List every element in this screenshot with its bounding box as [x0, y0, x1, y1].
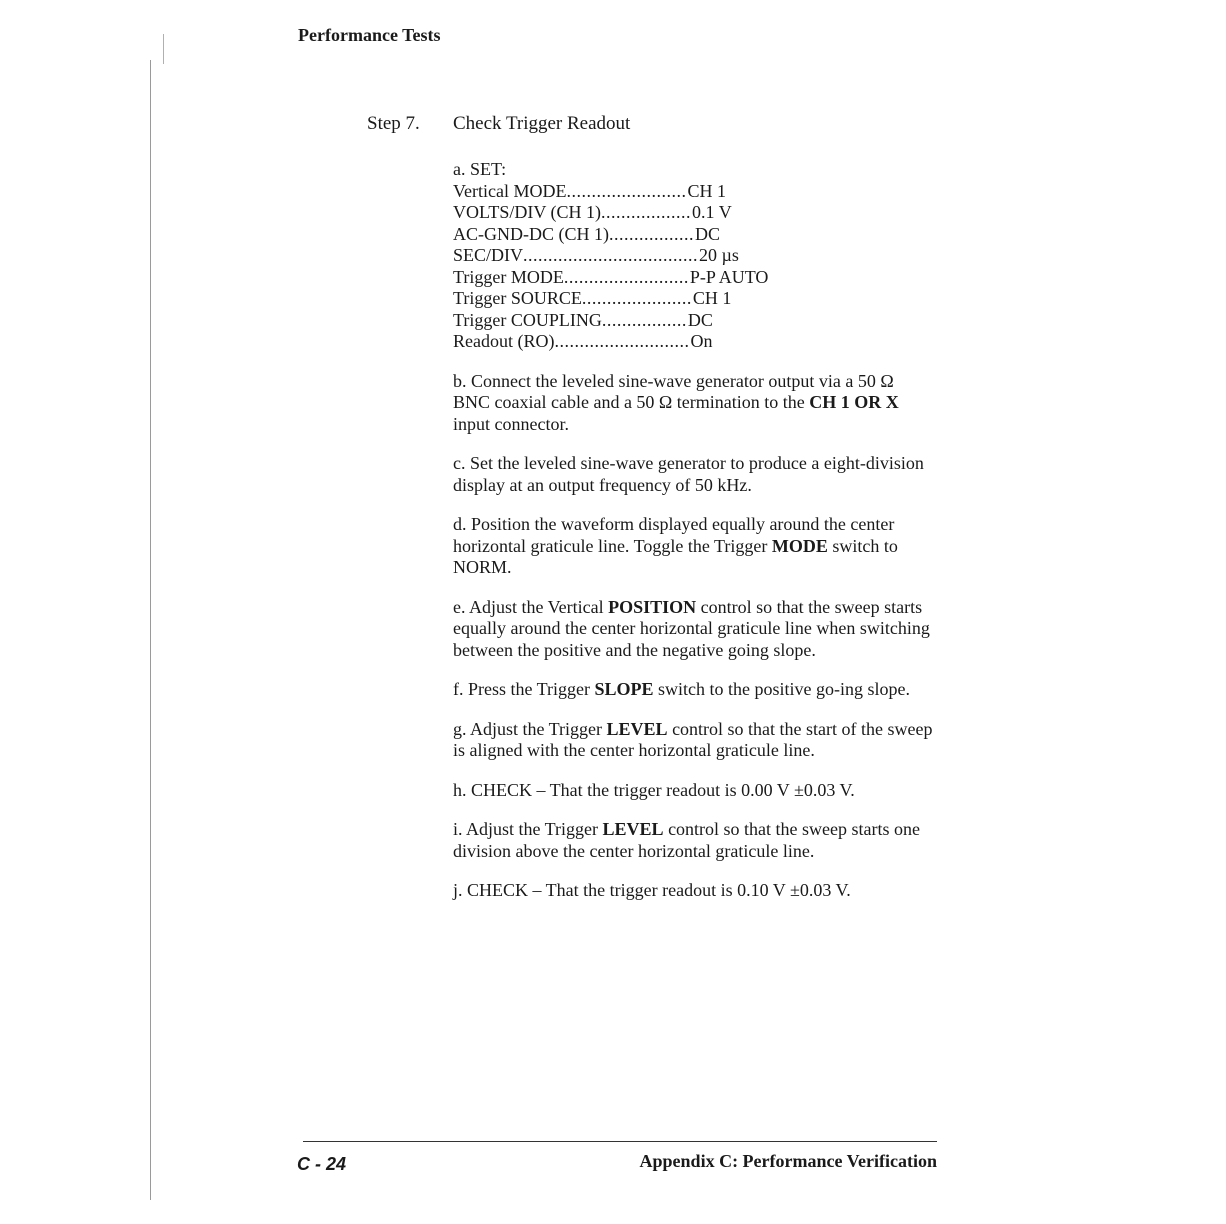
step-e-text-1: e. Adjust the Vertical	[453, 596, 609, 617]
setting-value: P-P AUTO	[689, 266, 769, 287]
step-i-text-1: i. Adjust the Trigger	[453, 819, 603, 839]
step-j-paragraph: j. CHECK – That the trigger readout is 0.10 V ±0.03 V.	[453, 880, 851, 900]
setting-value: CH 1	[692, 288, 732, 308]
step-f-paragraph	[453, 679, 933, 701]
setting-row	[453, 267, 813, 289]
setting-label: Trigger MODE	[453, 266, 564, 287]
step-g-text-1: g. Adjust the Trigger	[453, 718, 607, 739]
step-g-paragraph	[453, 719, 933, 762]
step-b-text-1: b. Connect the leveled sine-wave generator output via a 50 Ω BNC coaxial cable and a 50 Ω termination to the	[453, 370, 894, 412]
set-heading: a. SET:	[453, 159, 507, 179]
step-title: Check Trigger Readout	[453, 113, 631, 134]
step-content	[453, 159, 933, 902]
setting-leader-dots: ..................	[601, 202, 692, 222]
setting-leader-dots: .................	[609, 223, 694, 244]
setting-row	[453, 245, 813, 267]
setting-leader-dots: .........................	[563, 266, 689, 287]
setting-value: 20 µs	[699, 245, 739, 265]
step-f-text-1: f. Press the Trigger	[453, 679, 595, 699]
setting-value: 0.1 V	[692, 202, 732, 222]
settings-list	[453, 181, 813, 353]
setting-leader-dots: .................	[601, 309, 687, 330]
step-i-control-name: LEVEL	[602, 819, 664, 839]
setting-value: On	[690, 331, 713, 351]
step-label: Step 7.	[367, 113, 420, 134]
setting-label: VOLTS/DIV (CH 1)	[453, 202, 602, 222]
setting-row	[453, 310, 813, 332]
step-g-control-name: LEVEL	[606, 718, 668, 739]
step-b-paragraph	[453, 371, 933, 436]
setting-label: Trigger COUPLING	[453, 309, 602, 330]
setting-row	[453, 331, 813, 353]
setting-leader-dots: ........................	[566, 180, 687, 201]
step-e-text-2: control so that the sweep starts equally around the center horizontal graticule line when switching between the positive and the negative going slope.	[453, 596, 930, 660]
setting-value: DC	[695, 223, 721, 244]
footer-title: Appendix C: Performance Verification	[639, 1151, 937, 1171]
scan-edge-mark	[163, 34, 164, 64]
setting-label: Vertical MODE	[453, 180, 567, 201]
setting-label: Trigger SOURCE	[453, 288, 582, 308]
scan-edge-line	[150, 60, 151, 1200]
setting-leader-dots: ...........................	[554, 331, 690, 351]
setting-row	[453, 288, 813, 310]
step-g-text-2: control so that the start of the sweep is aligned with the center horizontal graticule line.	[453, 718, 933, 760]
running-header: Performance Tests	[298, 25, 441, 45]
step-i-text-2: control so that the sweep starts one division above the center horizontal graticule line.	[453, 819, 921, 861]
step-i-paragraph	[453, 819, 933, 862]
setting-label: Readout (RO)	[453, 331, 555, 351]
step-d-text-2: switch to NORM.	[453, 535, 898, 577]
step-h-paragraph: h. CHECK – That the trigger readout is 0.00 V ±0.03 V.	[453, 779, 855, 800]
step-e-paragraph	[453, 597, 933, 662]
setting-label: AC-GND-DC (CH 1)	[453, 223, 609, 244]
setting-row	[453, 202, 813, 224]
setting-leader-dots: ......................	[581, 288, 692, 308]
setting-row	[453, 224, 813, 246]
setting-value: CH 1	[687, 180, 726, 201]
setting-value: DC	[687, 309, 713, 330]
step-c-paragraph: c. Set the leveled sine-wave generator to produce a eight-division display at an output frequency of 50 kHz.	[453, 453, 924, 495]
setting-label: SEC/DIV	[453, 245, 524, 265]
step-d-control-name: MODE	[771, 535, 828, 556]
step-f-text-2: switch to the positive go-ing slope.	[653, 679, 911, 699]
step-d-paragraph	[453, 514, 933, 579]
step-d-text-1: d. Position the waveform displayed equally around the center horizontal graticule line. Toggle the Trigger	[453, 514, 895, 556]
step-b-text-2: input connector.	[453, 413, 569, 434]
setting-leader-dots: ...................................	[523, 245, 699, 265]
step-f-control-name: SLOPE	[594, 679, 654, 699]
footer-divider	[303, 1141, 937, 1142]
step-b-connector-name: CH 1 OR X	[809, 392, 899, 412]
setting-row	[453, 181, 813, 203]
page-number: C - 24	[297, 1154, 347, 1174]
step-e-control-name: POSITION	[608, 596, 697, 617]
